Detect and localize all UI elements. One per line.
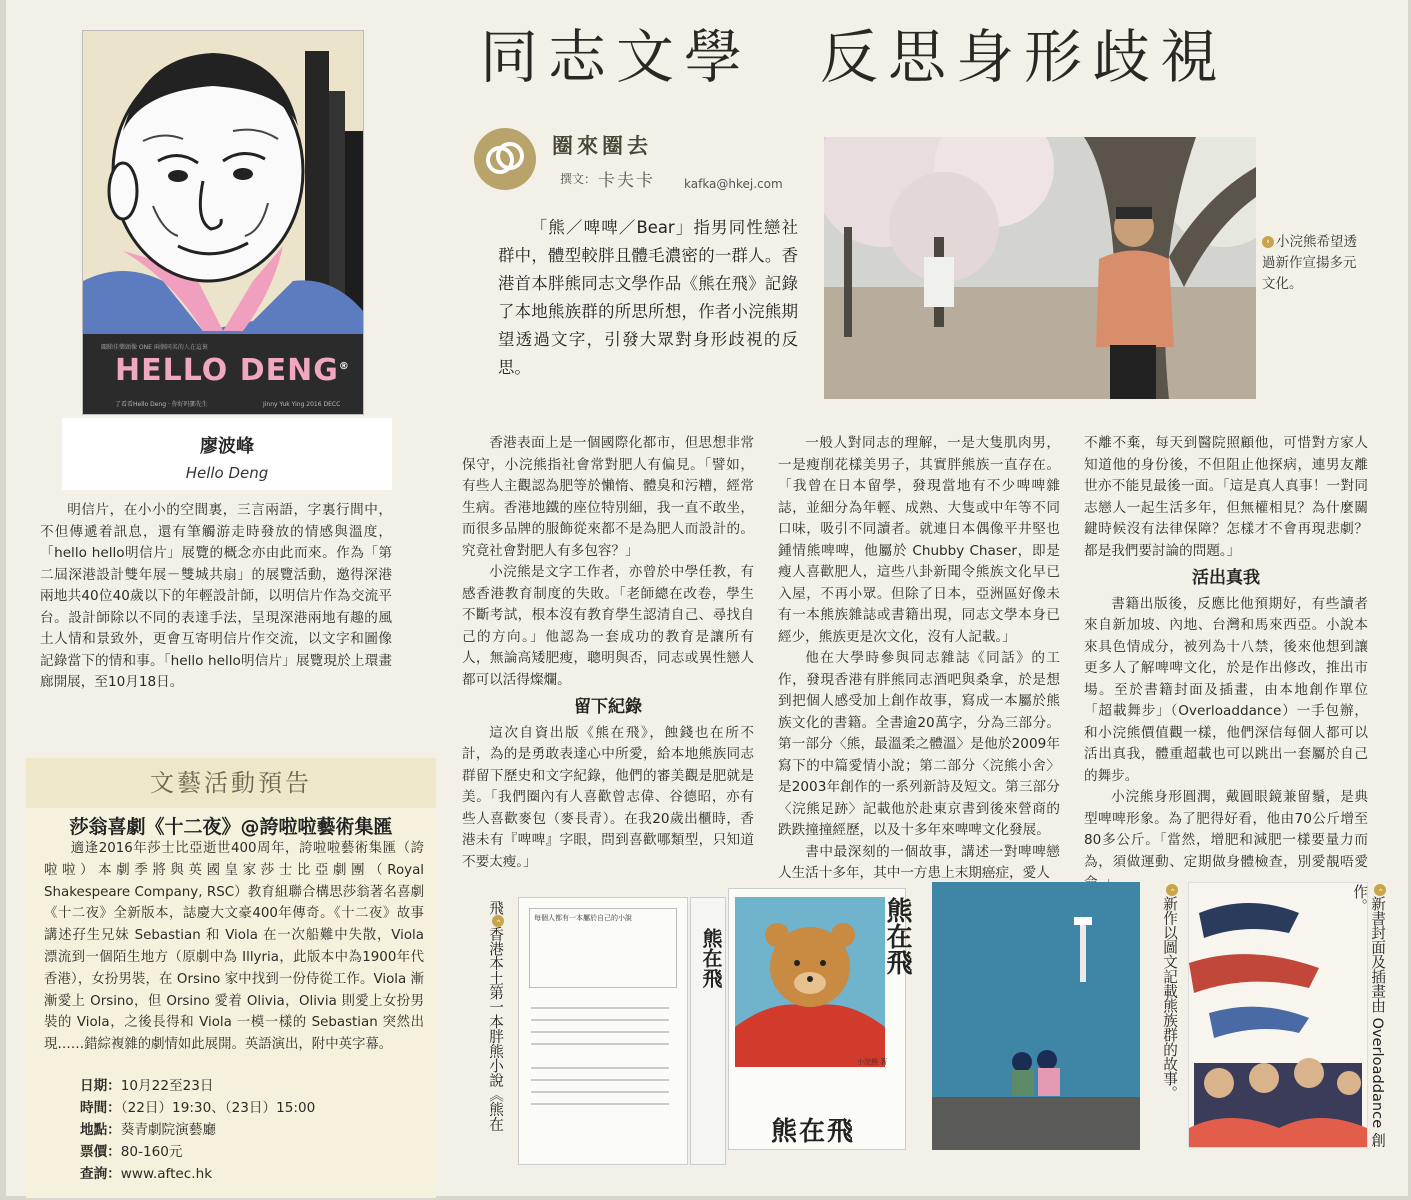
- column-logo-icon: [474, 128, 536, 190]
- byline-email: kafka@hkej.com: [684, 177, 783, 191]
- article-paragraph: 書籍出版後，反應比他預期好，有些讀者來自新加坡、內地、台灣和馬來西亞。小說本來具色情成分，被列為十八禁，後來他想到讓更多人了解啤啤文化，於是作出修改，推出市場。至於書籍封面及插畫，由本地創作單位「超載舞步」（Overloaddance）一手包辦，和小浣熊價值觀一樣，他們深信每個人都可以活出真我，體重超載也可以跳出一套屬於自己的舞步。: [1084, 595, 1368, 784]
- bears-and-koi-illustration: [1189, 883, 1367, 1147]
- back-cover-heading: 每個人都有一本屬於自己的小說: [529, 908, 677, 988]
- cover-title-vertical: 熊在飛: [882, 897, 912, 975]
- cover-author: 小浣熊 著: [857, 1058, 888, 1066]
- subheading: 留下紀錄: [574, 697, 642, 717]
- poster-caption-name: 廖波峰: [200, 436, 254, 457]
- event-date-row: 日期：10月22至23日: [80, 1078, 214, 1094]
- caption-arrow-icon: ‹: [1374, 884, 1386, 896]
- article-column-1: [462, 433, 754, 873]
- article-paragraph: 小浣熊身形圓潤，戴圓眼鏡兼留鬚，是典型啤啤形象。為了肥得好看，他由70公斤增至80多公斤。「當然，增肥和減肥一樣要量力而為，須做運動、定期做身體檢查，別愛靚唔愛: [1084, 789, 1368, 870]
- event-paragraph: 適逢2016年莎士比亞逝世400周年，誇啦啦藝術集匯（誇啦啦）本劇季將與英國皇家莎士比亞劇團（Royal Shakespeare Company, RSC）教育組聯合構思莎翁著名喜劇《十二夜》全新版本，誌慶大文豪400年傳奇。《十二夜》故事講述孖生兄妹 Sebastian 和 Viola 在一次船難中失散，Viola 漂流到一個陌生地方（原劇中為 Illyria，此版本中為1900年代香港），女扮男裝，在 Orsino 家中找到一份侍從工作。Viola 漸漸愛上 Orsino，但 Orsino 愛着 Olivia，Olivia 則愛上女扮男裝的 Viola，之後長得和 Viola 一模一樣的 Sebastian 突然出現……錯綜複雜的劇情如此展開。英語演出，附中英字幕。: [44, 841, 424, 1053]
- caption-arrow-icon: ‹: [1166, 884, 1178, 896]
- author-photo: [824, 137, 1256, 399]
- postcard-paragraph: 明信片，在小小的空間裏，三言兩語，字裏行間中，不但傳遞着訊息，還有筆觸游走時發放的情感與溫度，「hello hello明信片」展覽的概念亦由此而來。作為「第二屆深港設計雙年展－雙城共扇」的展覽活動，邀得深港兩地共40位40歲以下的年輕設計師，以明信片作為交流平台。設計師除以不同的表達手法，呈現深港兩地有趣的風土人情和景致外，更會互寄明信片作交流，以文字和圖像記錄當下的情和事。「hello hello明信片」展覽現於上環畫廊開展，至10月18日。: [40, 502, 392, 690]
- photo-caption: ‹ 小浣熊希望透過新作宣揚多元文化。: [1262, 234, 1357, 292]
- cover-title-bottom: 熊在飛: [771, 1117, 856, 1147]
- poster-caption-english: Hello Deng: [185, 464, 269, 482]
- article-paragraph: 不離不棄，每天到醫院照顧他，可惜對方家人知道他的身份後，不但阻止他探病，連男友離世亦不能見最後一面。「這是真人真事！一對同志戀人一起生活多年，但無權相見？為什麼關鍵時候沒有法律保障？怎樣才不會再現悲劇？都是我們要討論的問題。」: [1084, 435, 1368, 559]
- byline-label: 撰文：: [560, 172, 597, 186]
- article-column-3: [1084, 433, 1368, 895]
- article-column-2: [778, 433, 1060, 885]
- event-description: [44, 838, 424, 1056]
- book-front-cover: [728, 888, 912, 1150]
- bear-head-illustration: [735, 897, 888, 1067]
- event-time-row: 時間：（22日）19:30、（23日）15:00: [80, 1100, 316, 1116]
- article-paragraph: 小浣熊是文字工作者，亦曾於中學任教，有感香港教育制度的失敗。「老師總在改卷，學生不斷考試，根本沒有教育學生認清自己、尋找自己的方向。」他認為一套成功的教育是讓所有人，無論高矮肥瘦，聰明與否，同志或異性戀人都可以活得燦爛。: [462, 564, 754, 688]
- book-caption: 飛‹香港本土第一本胖熊小說《熊在: [487, 900, 504, 1132]
- postcard-article: [40, 500, 392, 694]
- poster-top-tag: 關睇佳樂頭像 ONE 兩個同名的人在這裏: [101, 344, 208, 351]
- article-paragraph: 他在大學時參與同志雜誌《同話》的工作，發現香港有胖熊同志酒吧與桑拿，於是想到把個人感受加上創作故事，寫成一本屬於熊族文化的書籍。全書逾20萬字，分為三部分。第一部分〈熊，最溫柔之體溫〉是他於2009年寫下的中篇愛情小說；第二部分〈浣熊小舍〉是2003年創作的一系列新詩及短文。第三部分〈浣熊足跡〉記載他於赴東京書到後來營商的跌跌撞撞經歷，以及十多年來啤啤文化發展。: [778, 650, 1060, 838]
- subheading: 活出真我: [1192, 568, 1260, 588]
- interlocking-rings-icon: [474, 128, 536, 190]
- spine-title: 熊在飛: [699, 928, 723, 988]
- park-photo-illustration: [824, 137, 1256, 399]
- book-back-cover: [518, 897, 688, 1165]
- poster-logo: HELLO DENG®: [115, 353, 350, 388]
- event-ticket-row: 票價：80-160元: [80, 1144, 183, 1160]
- byline-author: 卡夫卡: [598, 171, 655, 191]
- koi-illustration: [1188, 882, 1368, 1148]
- event-title: 莎翁喜劇《十二夜》@誇啦啦藝術集匯: [69, 816, 393, 838]
- lead-paragraph: 「熊／啤啤／Bear」指男同性戀社群中，體型較胖且體毛濃密的一群人。香港首本胖熊同志文學作品《熊在飛》記錄了本地熊族群的所思所想，作者小浣熊期望透過文字，引發大眾對身形歧視的反思。: [498, 218, 798, 377]
- back-cover-text-lines: [519, 988, 687, 1168]
- article-paragraph: 書中最深刻的一個故事，講述一對啤啤戀人生活十多年，其中一方患上末期癌症，愛人: [778, 843, 1060, 881]
- event-venue-row: 地點：葵青劇院演藝廳: [80, 1122, 216, 1138]
- sea-illustration: [932, 882, 1140, 1150]
- event-preview-header: 文藝活動預告: [26, 758, 436, 808]
- event-enquiry-row: 查詢：www.aftec.hk: [80, 1166, 213, 1182]
- hello-deng-poster: 關睇佳樂頭像 ONE 兩個同名的人在這裏 HELLO DENG® 了看看Hello Deng · 你好吗鄧先生 Jinny Yuk Ying 2016 DECC: [82, 30, 364, 415]
- illustration-caption-story: ‹新作以圖文記載熊族群的故事。: [1142, 884, 1180, 1144]
- column-name: 圈來圈去: [552, 133, 652, 158]
- couple-by-sea-illustration: [932, 882, 1140, 1150]
- article-paragraph: 一般人對同志的理解，一是大隻肌肉男，一是瘦削花樣美男子，其實胖熊族一直存在。「我曾在日本留學，發現當地有不少啤啤雜誌，並細分為年輕、成熟、大隻或中年等不同口味，吸引不同讀者。就連日本偶像平井堅也鍾情熊啤啤，他屬於 Chubby Chaser，即是瘦人喜歡肥人，這些八卦新聞令熊族文化早已入屋，不再小眾。但除了日本，亞洲區好像未有一本熊族雜誌或書籍出現，同志文學本身已經少，熊族更是次文化，沒有人記載。」: [778, 435, 1060, 645]
- article-paragraph: 香港表面上是一個國際化都市，但思想非常保守，小浣熊指社會常對肥人有偏見。「譬如，有些人主觀認為肥等於懶惰、體臭和污糟，經常生病。香港地鐵的座位特別細，我一直不敢坐，而很多品牌的服飾從來都不是為肥人而設計的。究竟社會對肥人有多包容？」: [462, 435, 754, 559]
- article-paragraph: 這次自資出版《熊在飛》，蝕錢也在所不計，為的是勇敢表達心中所愛，給本地熊族同志群留下歷史和文字紀錄，他們的審美觀是肥就是美。「我們圈內有人喜歡曾志偉、谷德昭，亦有些人喜歡麥包（麥長青）。在我20歲出櫃時，香港未有『啤啤』字眼，問到喜歡哪類型，只知道不要太瘦。」: [462, 724, 754, 870]
- book-spine: [690, 897, 726, 1165]
- illustration-caption-cover: ‹新書封面及插畫由 Overloaddance 創作。: [1351, 884, 1386, 1148]
- headline: 同志文學 反思身形歧視: [480, 23, 1229, 91]
- caption-arrow-icon: ‹: [492, 915, 504, 927]
- caption-arrow-icon: ‹: [1262, 236, 1274, 248]
